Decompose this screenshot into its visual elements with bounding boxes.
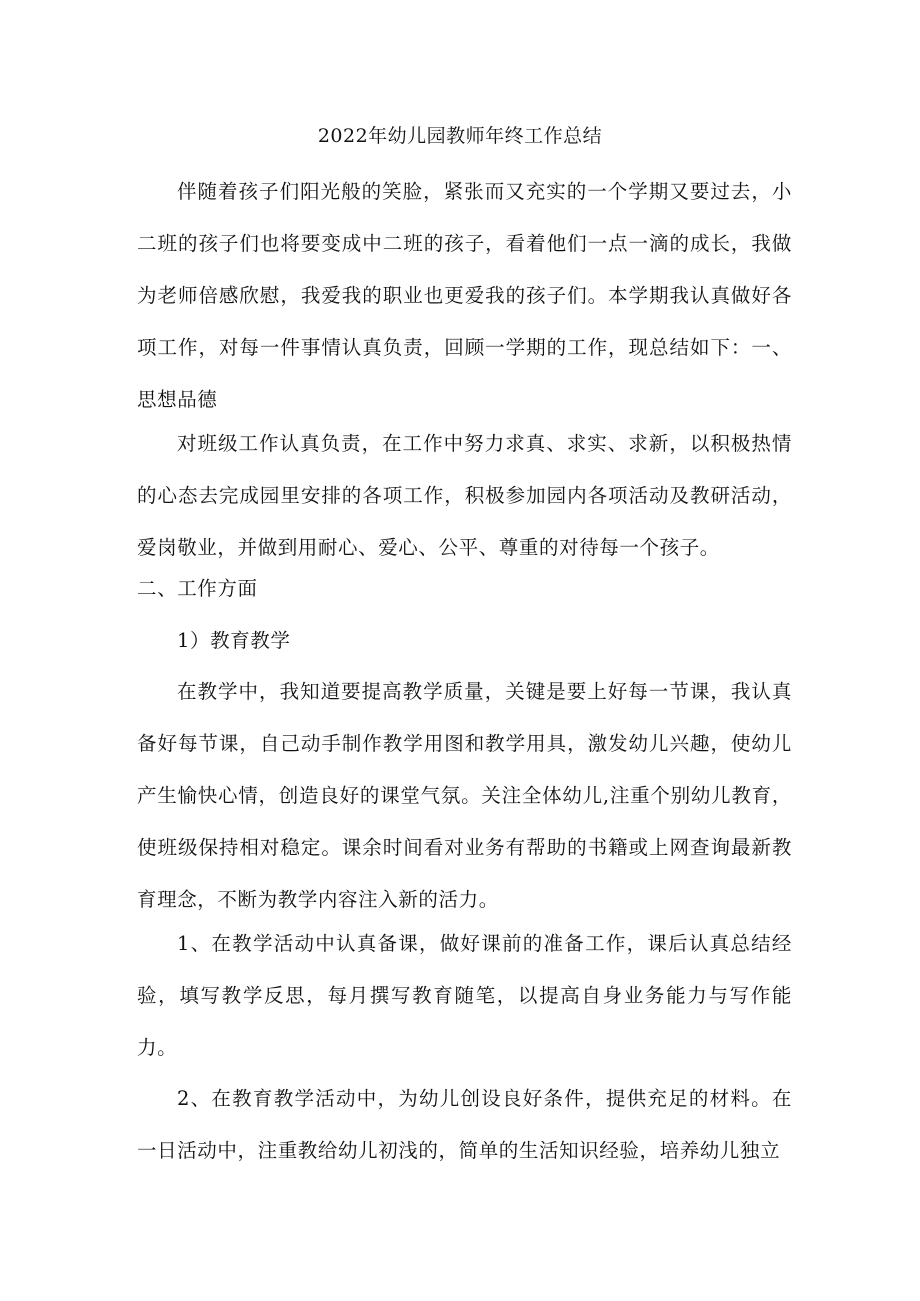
paragraph-item-2: 2、在教育教学活动中，为幼儿创设良好条件，提供充足的材料。在一日活动中，注重教给幼儿初浅的，简单的生活知识经验，培养幼儿独立 xyxy=(137,1087,792,1162)
paragraph-ideology: 对班级工作认真负责，在工作中努力求真、求实、求新，以积极热情的心态去完成园里安排的各项工作，积极参加园内各项活动及教研活动，爱岗敬业，并做到用耐心、爱心、公平、尊重的对待每一个孩子。 xyxy=(137,432,792,559)
section-heading-work: 二、工作方面 xyxy=(137,577,258,600)
paragraph-item-1: 1、在教学活动中认真备课，做好课前的准备工作，课后认真总结经验，填写教学反思，每月撰写教育随笔，以提高自身业务能力与写作能力。 xyxy=(137,932,792,1059)
document-title: 2022年幼儿园教师年终工作总结 xyxy=(317,125,603,147)
paragraph-intro: 伴随着孩子们阳光般的笑脸，紧张而又充实的一个学期又要过去，小二班的孩子们也将要变成中二班的孩子，看着他们一点一滴的成长，我做为老师倍感欣慰，我爱我的职业也更爱我的孩子们。本学期我认真做好各项工作，对每一件事情认真负责，回顾一学期的工作，现总结如下：一、思想品德 xyxy=(137,180,792,411)
subsection-heading-teaching: 1）教育教学 xyxy=(177,629,291,652)
paragraph-teaching: 在教学中，我知道要提高教学质量，关键是要上好每一节课，我认真备好每节课，自己动手制作教学用图和教学用具，激发幼儿兴趣，使幼儿产生愉快心情，创造良好的课堂气氛。关注全体幼儿,注重个别幼儿教育，使班级保持相对稳定。课余时间看对业务有帮助的书籍或上网查询最新教育理念，不断为教学内容注入新的活力。 xyxy=(137,680,792,911)
